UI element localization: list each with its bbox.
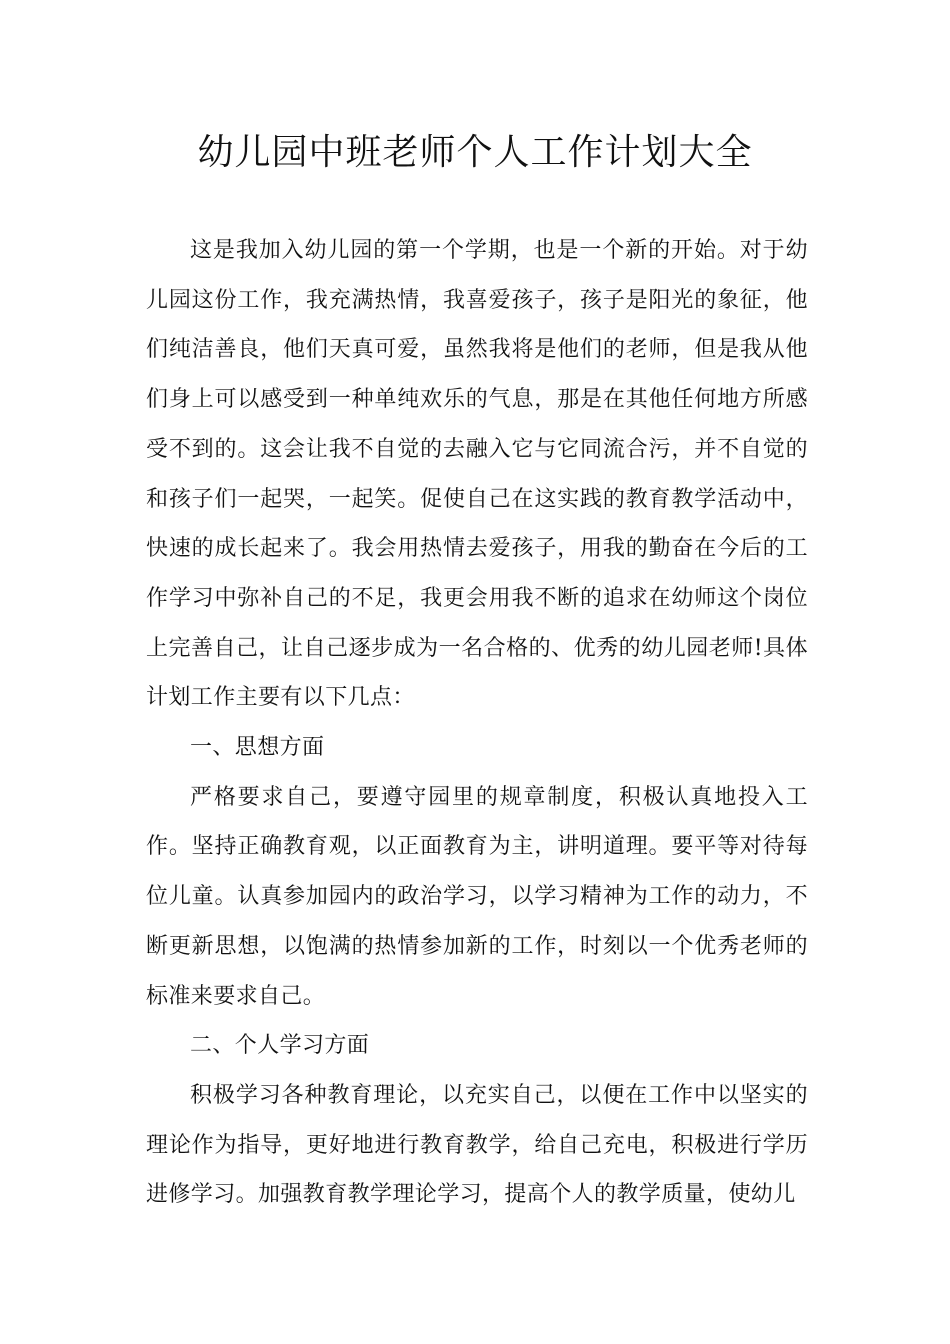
section-heading-thought: 一、思想方面: [190, 735, 325, 761]
thought-paragraph: 严格要求自己，要遵守园里的规章制度，积极认真地投入工作。坚持正确教育观，以正面教育为主，讲明道理。要平等对待每位儿童。认真参加园内的政治学习，以学习精神为工作的动力，不断更新思想，以饱满的热情参加新的工作，时刻以一个优秀老师的标准来要求自己。: [146, 784, 808, 1009]
intro-paragraph: 这是我加入幼儿园的第一个学期，也是一个新的开始。对于幼儿园这份工作，我充满热情，我喜爱孩子，孩子是阳光的象征，他们纯洁善良，他们天真可爱，虽然我将是他们的老师，但是我从他们身上可以感受到一种单纯欢乐的气息，那是在其他任何地方所感受不到的。这会让我不自觉的去融入它与它同流合污，并不自觉的和孩子们一起哭，一起笑。促使自己在这实践的教育教学活动中，快速的成长起来了。我会用热情去爱孩子，用我的勤奋在今后的工作学习中弥补自己的不足，我更会用我不断的追求在幼师这个岗位上完善自己，让自己逐步成为一名合格的、优秀的幼儿园老师!具体计划工作主要有以下几点：: [146, 238, 808, 711]
study-paragraph: 积极学习各种教育理论，以充实自己，以便在工作中以坚实的理论作为指导，更好地进行教育教学，给自己充电，积极进行学历进修学习。加强教育教学理论学习，提高个人的教学质量，使幼儿: [146, 1082, 808, 1208]
document-title: 幼儿园中班老师个人工作计划大全: [197, 132, 753, 173]
document-body: [146, 226, 808, 1220]
section-heading-study: 二、个人学习方面: [190, 1033, 370, 1059]
